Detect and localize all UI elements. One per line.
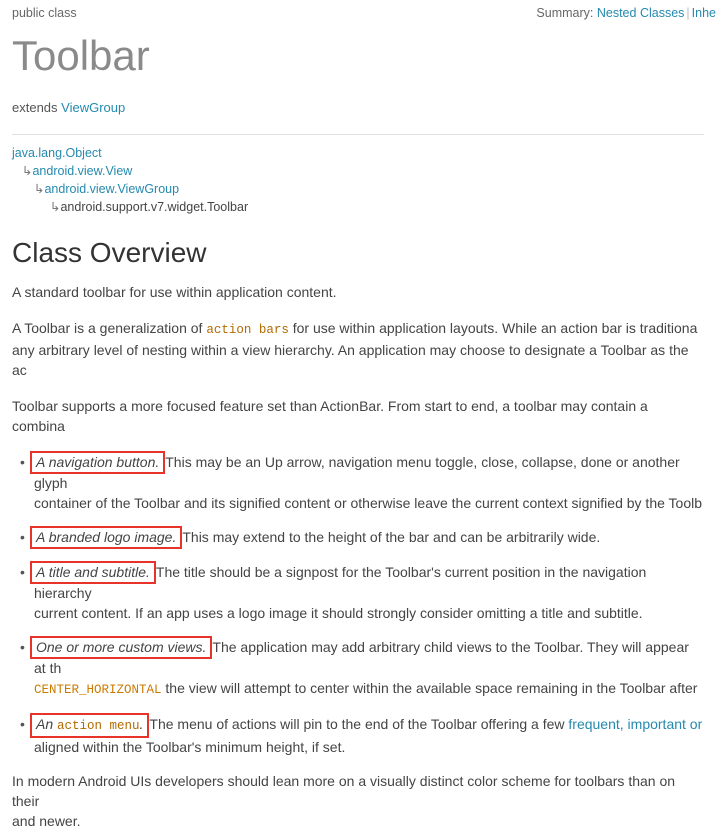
list-item: [34, 714, 704, 757]
extends-line: [12, 98, 704, 118]
tree-hook-icon: ↳: [50, 198, 61, 214]
divider: [12, 134, 704, 135]
action-bars-code: action bars: [206, 322, 289, 337]
extends-label: extends: [12, 100, 58, 115]
tree-row-0: [12, 145, 704, 162]
list-item: [34, 452, 704, 513]
paragraph-4-text-a: In modern Android UIs developers should lean more on a visually distinct color scheme for toolbars than on their: [12, 772, 676, 809]
highlight-action-menu-tail: .: [139, 715, 144, 732]
top-bar: [12, 0, 716, 26]
extends-parent-link[interactable]: ViewGroup: [61, 100, 126, 115]
feature-0-body: This may be an Up arrow, navigation menu toggle, close, collapse, done or another glyph: [34, 453, 680, 491]
action-menu-code: action menu: [57, 718, 140, 733]
page-title: Toolbar: [12, 32, 150, 79]
summary-label: Summary:: [536, 6, 594, 20]
feature-1-body: This may extend to the height of the bar and can be arbitrarily wide.: [182, 528, 601, 545]
feature-4-body: The menu of actions will pin to the end of the Toolbar offering a few: [149, 715, 565, 732]
feature-4-link[interactable]: frequent, important or: [568, 715, 703, 732]
tree-hook-icon: ↳: [22, 162, 33, 178]
summary-link-nested-classes[interactable]: Nested Classes: [596, 6, 685, 20]
tree-row-2: [12, 180, 704, 198]
tree-row-1: [12, 162, 704, 180]
list-item: [34, 637, 704, 700]
highlight-title-subtitle: A title and subtitle.: [30, 561, 156, 584]
overview-paragraph-2: [12, 318, 704, 380]
paragraph-2-text-a: A Toolbar is a generalization of: [12, 319, 203, 336]
tree-link-object[interactable]: java.lang.Object: [12, 145, 102, 160]
feature-3-line2: [34, 678, 704, 700]
feature-3-body: The application may add arbitrary child views to the Toolbar. They will appear at th: [34, 638, 689, 676]
class-kicker: public class: [12, 6, 77, 20]
paragraph-2-text-b: for use within application layouts. While an action bar is traditiona: [292, 319, 698, 336]
list-item: [34, 527, 704, 548]
summary-nav: [536, 6, 716, 20]
feature-2-body2: current content. If an app uses a logo image it should strongly consider omitting a title and subtitle.: [34, 604, 643, 621]
section-heading-class-overview: Class Overview: [12, 236, 207, 268]
feature-3-body2: the view will attempt to center within the available space remaining in the Toolbar after: [165, 679, 698, 696]
feature-2-body: The title should be a signpost for the Toolbar's current position in the navigation hierarchy: [34, 563, 647, 601]
overview-paragraph-3: Toolbar supports a more focused feature set than ActionBar. From start to end, a toolbar may contain a combina: [12, 397, 648, 434]
highlight-navigation-button: A navigation button.: [30, 451, 165, 474]
center-horizontal-code: CENTER_HORIZONTAL: [34, 682, 162, 697]
highlight-custom-views: One or more custom views.: [30, 636, 212, 659]
tree-current-class: android.support.v7.widget.Toolbar: [60, 199, 249, 214]
summary-link-inherited[interactable]: Inhe: [691, 6, 716, 20]
highlight-branded-logo: A branded logo image.: [30, 526, 182, 549]
highlight-action-menu: [30, 713, 149, 738]
tree-hook-icon: ↳: [34, 180, 45, 196]
feature-4-body2: aligned within the Toolbar's minimum height, if set.: [34, 738, 346, 755]
tree-link-view[interactable]: android.view.View: [32, 163, 133, 178]
paragraph-4-text-b: and newer.: [12, 812, 81, 829]
inheritance-tree: [12, 145, 704, 216]
tree-link-viewgroup[interactable]: android.view.ViewGroup: [44, 181, 180, 196]
overview-paragraph-4: [12, 771, 704, 831]
summary-separator: |: [686, 6, 690, 20]
list-item: [34, 562, 704, 623]
overview-paragraph-1: A standard toolbar for use within application content.: [12, 283, 337, 300]
feature-list: [12, 452, 704, 757]
feature-0-body2: container of the Toolbar and its signified content or otherwise leave the current context signified by the Toolb: [34, 494, 703, 511]
tree-row-3: [12, 198, 704, 216]
highlight-action-menu-prefix: An: [36, 715, 54, 732]
paragraph-2-text-c: any arbitrary level of nesting within a view hierarchy. An application may choose to designate a Toolbar as the ac: [12, 341, 689, 378]
